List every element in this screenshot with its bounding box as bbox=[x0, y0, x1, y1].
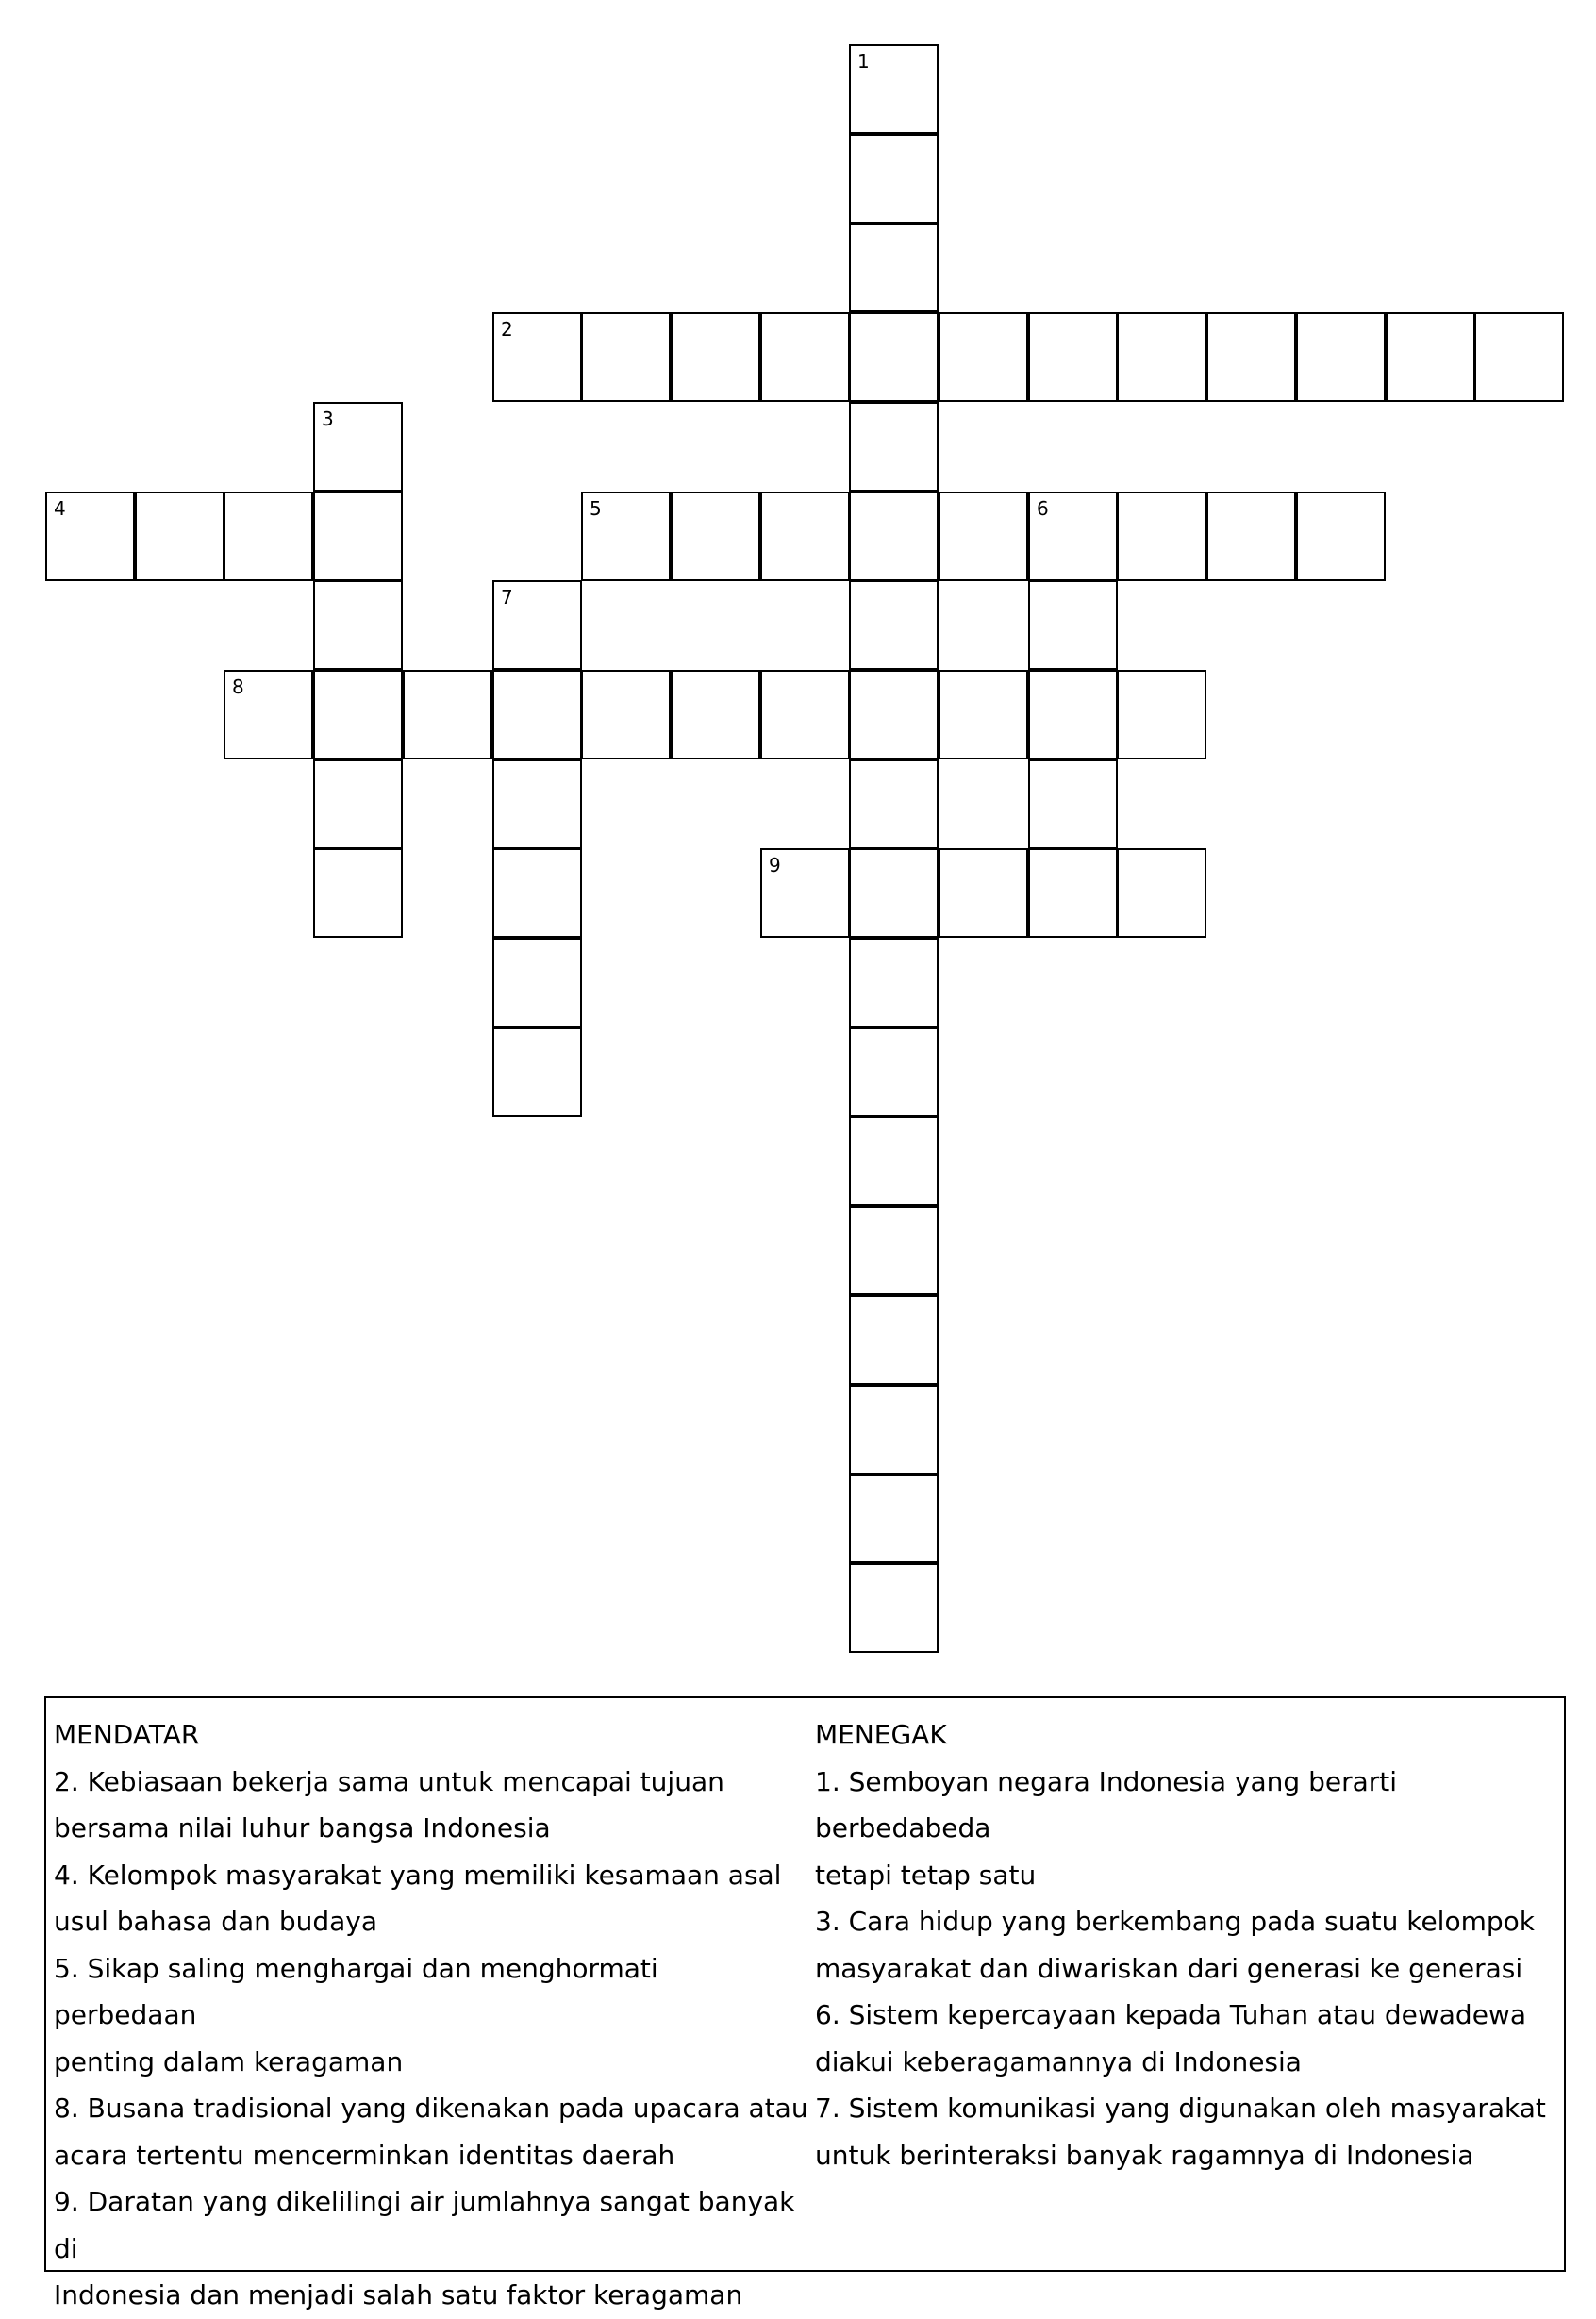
grid-cell[interactable] bbox=[1296, 492, 1386, 581]
across-clue-line: usul bahasa dan budaya bbox=[54, 1906, 377, 1937]
grid-cell[interactable] bbox=[581, 312, 671, 402]
clue-number: 1 bbox=[857, 50, 870, 73]
grid-cell[interactable] bbox=[849, 938, 939, 1027]
across-heading: MENDATAR bbox=[54, 1719, 200, 1750]
grid-cell[interactable] bbox=[313, 848, 403, 938]
grid-cell[interactable] bbox=[492, 848, 582, 938]
grid-cell[interactable] bbox=[939, 312, 1028, 402]
down-clue-line: 6. Sistem kepercayaan kepada Tuhan atau dewadewa bbox=[815, 1999, 1526, 2030]
grid-cell[interactable] bbox=[849, 44, 939, 134]
grid-cell[interactable] bbox=[939, 848, 1028, 938]
grid-cell[interactable] bbox=[1028, 312, 1118, 402]
grid-cell[interactable] bbox=[760, 670, 850, 759]
across-clue-line: 4. Kelompok masyarakat yang memiliki kesamaan asal bbox=[54, 1859, 782, 1891]
grid-cell[interactable] bbox=[849, 759, 939, 849]
grid-cell[interactable] bbox=[760, 848, 850, 938]
grid-cell[interactable] bbox=[581, 492, 671, 581]
grid-cell[interactable] bbox=[45, 492, 135, 581]
clue-number: 4 bbox=[54, 497, 66, 520]
grid-cell[interactable] bbox=[313, 670, 403, 759]
grid-cell[interactable] bbox=[849, 1385, 939, 1475]
grid-cell[interactable] bbox=[671, 670, 760, 759]
grid-cell[interactable] bbox=[581, 670, 671, 759]
grid-cell[interactable] bbox=[849, 492, 939, 581]
grid-cell[interactable] bbox=[760, 312, 850, 402]
grid-cell[interactable] bbox=[1028, 580, 1118, 670]
grid-cell[interactable] bbox=[849, 134, 939, 224]
grid-cell[interactable] bbox=[849, 1295, 939, 1385]
down-clue-line: tetapi tetap satu bbox=[815, 1859, 1037, 1891]
grid-cell[interactable] bbox=[492, 312, 582, 402]
down-clues bbox=[815, 1711, 1560, 2178]
grid-cell[interactable] bbox=[1117, 492, 1206, 581]
grid-cell[interactable] bbox=[1386, 312, 1475, 402]
grid-cell[interactable] bbox=[403, 670, 492, 759]
grid-cell[interactable] bbox=[849, 580, 939, 670]
grid-cell[interactable] bbox=[760, 492, 850, 581]
grid-cell[interactable] bbox=[939, 670, 1028, 759]
grid-cell[interactable] bbox=[492, 759, 582, 849]
grid-cell[interactable] bbox=[671, 312, 760, 402]
grid-cell[interactable] bbox=[1028, 848, 1118, 938]
grid-cell[interactable] bbox=[849, 1474, 939, 1563]
grid-cell[interactable] bbox=[492, 580, 582, 670]
grid-cell[interactable] bbox=[1206, 492, 1296, 581]
grid-cell[interactable] bbox=[1028, 492, 1118, 581]
grid-cell[interactable] bbox=[492, 1027, 582, 1117]
grid-cell[interactable] bbox=[1296, 312, 1386, 402]
across-clue-line: Indonesia dan menjadi salah satu faktor keragaman bbox=[54, 2279, 743, 2311]
grid-cell[interactable] bbox=[849, 223, 939, 312]
down-clue-line: masyarakat dan diwariskan dari generasi ke generasi bbox=[815, 1952, 1523, 1984]
grid-cell[interactable] bbox=[1474, 312, 1564, 402]
grid-cell[interactable] bbox=[1206, 312, 1296, 402]
clue-number: 3 bbox=[322, 408, 334, 430]
grid-cell[interactable] bbox=[671, 492, 760, 581]
across-clue-line: 5. Sikap saling menghargai dan menghormati perbedaan bbox=[54, 1952, 658, 2030]
grid-cell[interactable] bbox=[849, 848, 939, 938]
grid-cell[interactable] bbox=[1117, 312, 1206, 402]
grid-cell[interactable] bbox=[1028, 759, 1118, 849]
grid-cell[interactable] bbox=[849, 402, 939, 492]
grid-cell[interactable] bbox=[849, 1116, 939, 1206]
grid-cell[interactable] bbox=[849, 1206, 939, 1295]
down-heading: MENEGAK bbox=[815, 1719, 947, 1750]
clue-number: 2 bbox=[501, 318, 513, 341]
down-clue-line: 1. Semboyan negara Indonesia yang berarti berbedabeda bbox=[815, 1765, 1398, 1844]
across-clue-line: 9. Daratan yang dikelilingi air jumlahnya sangat banyak di bbox=[54, 2186, 795, 2264]
grid-cell[interactable] bbox=[849, 312, 939, 402]
grid-cell[interactable] bbox=[1028, 670, 1118, 759]
grid-cell[interactable] bbox=[313, 759, 403, 849]
clue-number: 7 bbox=[501, 586, 513, 609]
grid-cell[interactable] bbox=[939, 492, 1028, 581]
across-clue-line: acara tertentu mencerminkan identitas daerah bbox=[54, 2139, 675, 2171]
grid-cell[interactable] bbox=[492, 670, 582, 759]
across-clue-line: 8. Busana tradisional yang dikenakan pada upacara atau bbox=[54, 2093, 808, 2124]
down-clue-line: 7. Sistem komunikasi yang digunakan oleh masyarakat bbox=[815, 2093, 1546, 2124]
grid-cell[interactable] bbox=[224, 670, 313, 759]
grid-cell[interactable] bbox=[313, 402, 403, 492]
grid-cell[interactable] bbox=[849, 670, 939, 759]
across-clue-line: 2. Kebiasaan bekerja sama untuk mencapai tujuan bbox=[54, 1765, 724, 1797]
clue-number: 5 bbox=[590, 497, 602, 520]
across-clue-line: bersama nilai luhur bangsa Indonesia bbox=[54, 1812, 551, 1844]
clue-number: 8 bbox=[232, 676, 244, 698]
grid-cell[interactable] bbox=[313, 492, 403, 581]
clue-number: 6 bbox=[1037, 497, 1049, 520]
clue-box bbox=[44, 1696, 1566, 2311]
clue-number: 9 bbox=[769, 854, 781, 876]
grid-cell[interactable] bbox=[224, 492, 313, 581]
down-clue-line: untuk berinteraksi banyak ragamnya di Indonesia bbox=[815, 2139, 1474, 2171]
grid-cell[interactable] bbox=[849, 1027, 939, 1117]
across-clue-line: penting dalam keragaman bbox=[54, 2045, 404, 2077]
grid-cell[interactable] bbox=[492, 938, 582, 1027]
across-clues bbox=[54, 1711, 808, 2319]
down-clue-line: 3. Cara hidup yang berkembang pada suatu kelompok bbox=[815, 1906, 1535, 1937]
down-clue-line: diakui keberagamannya di Indonesia bbox=[815, 2045, 1302, 2077]
grid-cell[interactable] bbox=[1117, 848, 1206, 938]
grid-cell[interactable] bbox=[135, 492, 224, 581]
grid-cell[interactable] bbox=[313, 580, 403, 670]
grid-cell[interactable] bbox=[1117, 670, 1206, 759]
grid-cell[interactable] bbox=[849, 1563, 939, 1653]
